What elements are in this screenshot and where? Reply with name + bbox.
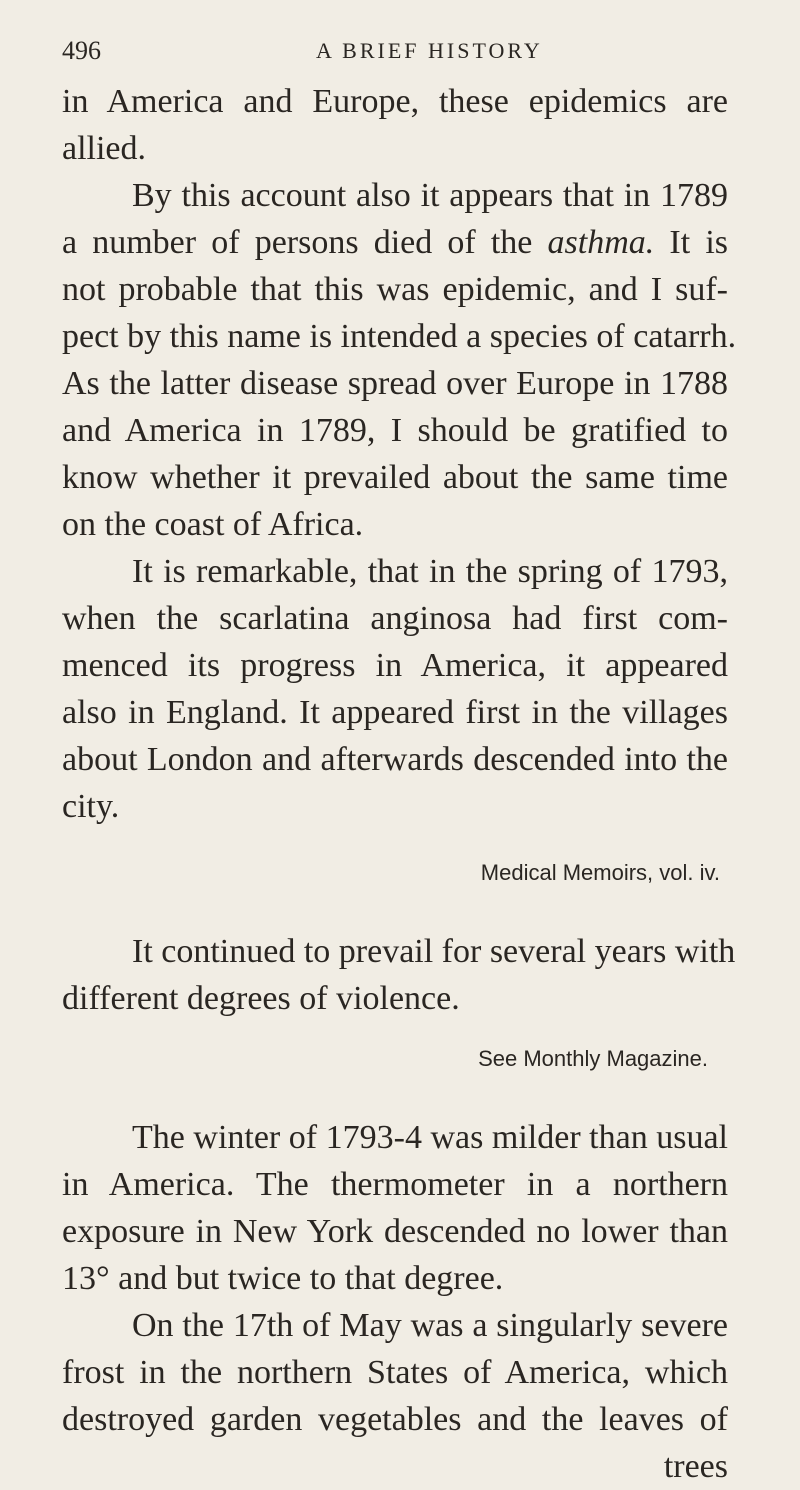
body-text: [62, 78, 737, 1490]
paragraph-6: [62, 1302, 728, 1490]
paragraph-1: [62, 78, 728, 172]
text-line: On the 17th of May was a singularly severe: [132, 1307, 728, 1344]
text-line: different degrees of violence.: [62, 980, 460, 1017]
running-head: A BRIEF HISTORY: [316, 38, 543, 63]
text-line: [62, 219, 728, 266]
text-line: about London and afterwards descended into the: [62, 741, 728, 778]
text-line: menced its progress in America, it appeared: [62, 647, 728, 684]
text-line: in America and Europe, these epidemics are: [62, 83, 728, 120]
text-line: in America. The thermometer in a northern: [62, 1166, 728, 1203]
text-line: exposure in New York descended no lower than: [62, 1213, 728, 1250]
citation-medical-memoirs: Medical Memoirs, vol. iv.: [480, 860, 720, 885]
text-line: not probable that this was epidemic, and I suf-: [62, 271, 728, 308]
text-line: By this account also it appears that in 1789: [132, 177, 728, 214]
paragraph-2: [62, 172, 737, 548]
text-line: frost in the northern States of America, which: [62, 1354, 728, 1391]
text-line: It is remarkable, that in the spring of 1793,: [132, 553, 728, 590]
text-line: know whether it prevailed about the same time: [62, 459, 728, 496]
text-line: The winter of 1793-4 was milder than usual: [132, 1119, 728, 1156]
text-line: 13° and but twice to that degree.: [62, 1260, 504, 1297]
citation-monthly-magazine: See Monthly Magazine.: [478, 1046, 708, 1071]
paragraph-5: [62, 1114, 728, 1302]
page-number: 496: [62, 36, 101, 65]
line-segment: It is: [654, 224, 728, 261]
page-header: [62, 36, 722, 76]
text-line: As the latter disease spread over Europe in 1788: [62, 365, 728, 402]
catchword: trees: [663, 1448, 728, 1485]
text-line: on the coast of Africa.: [62, 506, 364, 543]
paragraph-4: [62, 928, 736, 1022]
paragraph-3: [62, 548, 728, 830]
text-line: pect by this name is intended a species of catarrh.: [62, 318, 737, 355]
text-line: destroyed garden vegetables and the leaves of: [62, 1401, 728, 1438]
line-segment: a number of persons died of the: [62, 224, 548, 261]
text-line: also in England. It appeared first in the villages: [62, 694, 728, 731]
text-line: city.: [62, 788, 120, 825]
text-line: when the scarlatina anginosa had first com-: [62, 600, 728, 637]
text-line: It continued to prevail for several years with: [132, 933, 736, 970]
text-line: and America in 1789, I should be gratified to: [62, 412, 728, 449]
italic-term: asthma.: [547, 224, 655, 261]
text-line: allied.: [62, 130, 147, 167]
